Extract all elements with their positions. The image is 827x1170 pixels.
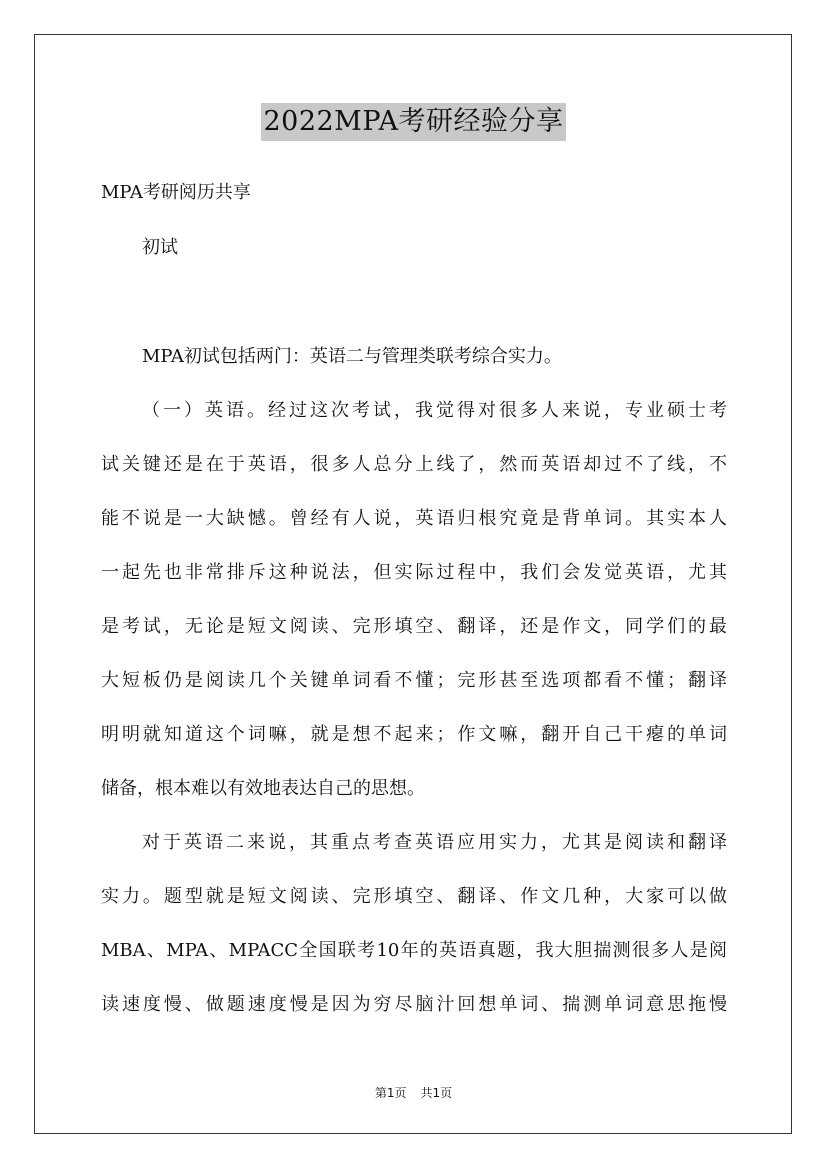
paragraph-line: 一起先也非常排斥这种说法，但实际过程中，我们会发觉英语，尤其 [101,562,727,583]
page-footer [0,1084,827,1101]
title-container [0,103,827,141]
paragraph-line: 明明就知道这个词嘛，就是想不起来；作文嘛，翻开自己干瘪的单词 [101,724,727,745]
paragraph-line: 能不说是一大缺憾。曾经有人说，英语归根究竟是背单词。其实本人 [101,508,727,529]
paragraph-line: 实力。题型就是短文阅读、完形填空、翻译、作文几种，大家可以做 [101,886,727,907]
page-total: 共1页 [420,1086,453,1100]
paragraph-line: （一）英语。经过这次考试，我觉得对很多人来说，专业硕士考 [142,400,727,421]
paragraph-line: 对于英语二来说，其重点考查英语应用实力，尤其是阅读和翻译 [142,832,727,853]
paragraph-line: 读速度慢、做题速度慢是因为穷尽脑汁回想单词、揣测单词意思拖慢 [101,994,727,1015]
paragraph-line: 储备，根本难以有效地表达自己的思想。 [101,778,425,799]
paragraph-line: MBA、MPA、MPACC全国联考10年的英语真题，我大胆揣测很多人是阅 [101,940,727,961]
paragraph-line: 大短板仍是阅读几个关键单词看不懂；完形甚至选项都看不懂；翻译 [101,670,727,691]
paragraph-line: 试关键还是在于英语，很多人总分上线了，然而英语却过不了线，不 [101,454,727,475]
paragraph-line: MPA初试包括两门：英语二与管理类联考综合实力。 [142,346,562,367]
subtitle: MPA考研阅历共享 [101,182,251,203]
document-title: 2022MPA考研经验分享 [261,103,565,141]
page-number: 第1页 [374,1086,407,1100]
paragraph-line: 是考试，无论是短文阅读、完形填空、翻译，还是作文，同学们的最 [101,616,727,637]
section-heading: 初试 [142,237,178,258]
